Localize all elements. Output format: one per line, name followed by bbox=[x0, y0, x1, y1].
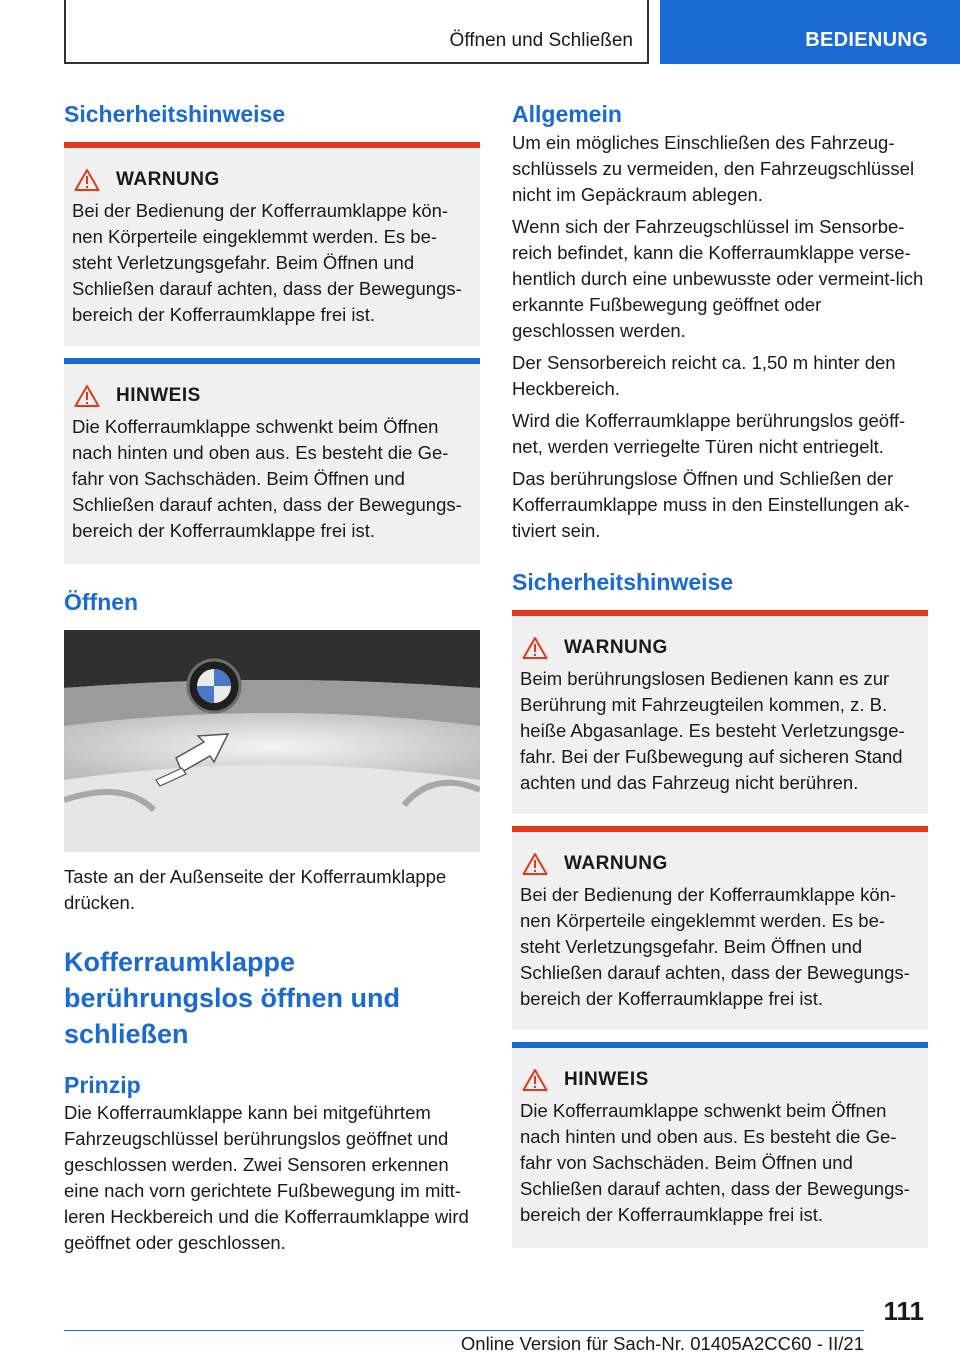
heading-contactless: Kofferraumklappe berührungslos öffnen und schließen bbox=[64, 947, 400, 1049]
warning-triangle-icon bbox=[74, 168, 100, 192]
warning-triangle-icon bbox=[522, 852, 548, 876]
left-column bbox=[64, 98, 480, 1256]
footer-online-version: Online Version für Sach-Nr. 01405A2CC60 - II/21 bbox=[460, 1333, 864, 1354]
header-chapter-tab bbox=[660, 0, 960, 64]
warning-header bbox=[520, 634, 920, 662]
tailgate-button-photo bbox=[64, 630, 480, 852]
warning-text: Bei der Bedienung der Kofferraumklappe kön-nen Körperteile eingeklemmt werden. Es be-steht Verletzungsgefahr. Beim Öffnen und Schließen darauf achten, dass der Bewegungs-bereich der Kofferraumklappe frei ist. bbox=[72, 200, 462, 325]
warning-header bbox=[72, 166, 472, 194]
warning-label: WARNUNG bbox=[564, 853, 668, 874]
warning-triangle-icon bbox=[74, 384, 100, 408]
header-section-title: Öffnen und Schließen bbox=[449, 30, 633, 51]
notice-label: HINWEIS bbox=[116, 385, 201, 406]
warning-text: Beim berührungslosen Bedienen kann es zur Berührung mit Fahrzeugteilen kommen, z. B. heiße Abgasanlage. Es besteht Verletzungsge-fahr. Bei der Fußbewegung auf sicheren Stand achten und das Fahrzeug nicht berühren. bbox=[520, 668, 905, 793]
general-paragraph-2: Wenn sich der Fahrzeugschlüssel im Sensorbe-reich befindet, kann die Kofferraumklappe verse-hentlich durch eine unbewusste oder vermeint-lich erkannte Fußbewegung geöffnet oder geschlossen werden. bbox=[512, 216, 924, 341]
heading-safety-right: Sicherheitshinweise bbox=[512, 569, 734, 595]
heading-principle: Prinzip bbox=[64, 1072, 141, 1098]
notice-label: HINWEIS bbox=[564, 1069, 649, 1090]
notice-box-1 bbox=[64, 358, 480, 564]
warning-triangle-icon bbox=[522, 1068, 548, 1092]
heading-general: Allgemein bbox=[512, 101, 622, 127]
heading-open: Öffnen bbox=[64, 589, 139, 615]
notice-box-2 bbox=[512, 1042, 928, 1248]
general-paragraph-4: Wird die Kofferraumklappe berührungslos geöff-net, werden verriegelte Türen nicht entriegelt. bbox=[512, 410, 906, 457]
warning-triangle-icon bbox=[522, 636, 548, 660]
footer-divider bbox=[64, 1330, 864, 1331]
notice-header bbox=[520, 1066, 920, 1094]
heading-safety-left: Sicherheitshinweise bbox=[64, 101, 286, 127]
header-section-box bbox=[64, 0, 649, 64]
warning-text: Bei der Bedienung der Kofferraumklappe kön-nen Körperteile eingeklemmt werden. Es be-steht Verletzungsgefahr. Beim Öffnen und Schließen darauf achten, dass der Bewegungs-bereich der Kofferraumklappe frei ist. bbox=[520, 884, 910, 1009]
general-paragraph-3: Der Sensorbereich reicht ca. 1,50 m hinter den Heckbereich. bbox=[512, 352, 896, 399]
warning-box-1 bbox=[64, 142, 480, 346]
principle-text: Die Kofferraumklappe kann bei mitgeführtem Fahrzeugschlüssel berührungslos geöffnet und geschlossen werden. Zwei Sensoren erkennen eine nach vorn gerichtete Fußbewegung im mitt-leren Heckbereich und die Kofferraumklappe wird geöffnet oder geschlossen. bbox=[64, 1102, 469, 1253]
right-column bbox=[512, 98, 928, 1248]
general-paragraph-5: Das berührungslose Öffnen und Schließen der Kofferraumklappe muss in den Einstellungen ak-tiviert sein. bbox=[512, 468, 910, 541]
tailgate-illustration bbox=[64, 630, 480, 852]
notice-header bbox=[72, 382, 472, 410]
photo-caption: Taste an der Außenseite der Kofferraumklappe drücken. bbox=[64, 866, 447, 913]
page-number: 111 bbox=[883, 1296, 924, 1326]
warning-box-2 bbox=[512, 610, 928, 814]
warning-box-3 bbox=[512, 826, 928, 1030]
header-chapter-title: BEDIENUNG bbox=[805, 29, 928, 51]
warning-label: WARNUNG bbox=[116, 169, 220, 190]
general-paragraph-1: Um ein mögliches Einschließen des Fahrzeug-schlüssels zu vermeiden, den Fahrzeugschlüssel nicht im Gepäckraum ablegen. bbox=[512, 132, 915, 205]
warning-label: WARNUNG bbox=[564, 637, 668, 658]
notice-text: Die Kofferraumklappe schwenkt beim Öffnen nach hinten und oben aus. Es besteht die Ge-fahr von Sachschäden. Beim Öffnen und Schließen darauf achten, dass der Bewegungs-bereich der Kofferraumklappe frei ist. bbox=[520, 1100, 910, 1225]
notice-text: Die Kofferraumklappe schwenkt beim Öffnen nach hinten und oben aus. Es besteht die Ge-fahr von Sachschäden. Beim Öffnen und Schließen darauf achten, dass der Bewegungs-bereich der Kofferraumklappe frei ist. bbox=[72, 416, 462, 541]
warning-header bbox=[520, 850, 920, 878]
